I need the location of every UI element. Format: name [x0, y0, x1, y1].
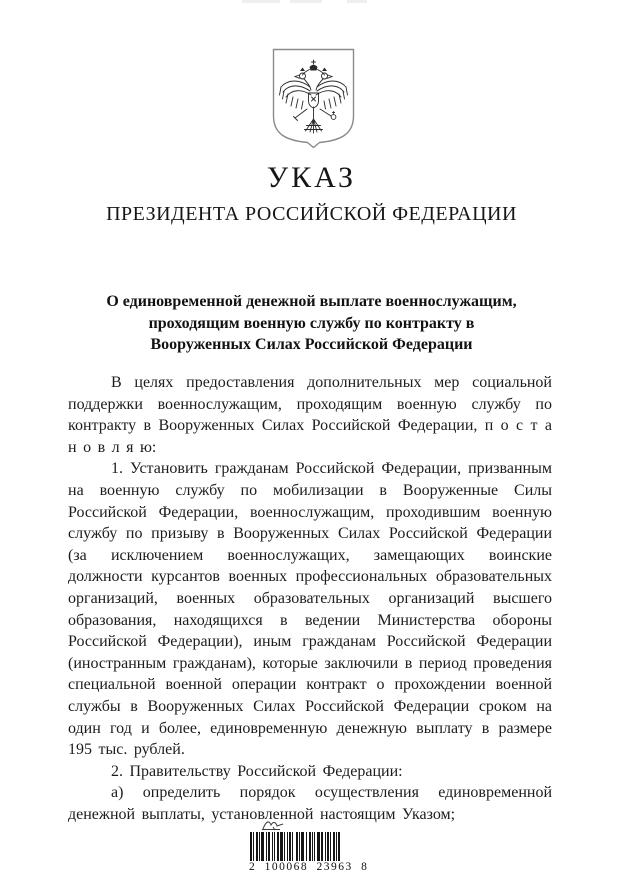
decree-subtitle: ПРЕЗИДЕНТА РОССИЙСКОЙ ФЕДЕРАЦИИ [106, 203, 517, 225]
body-paragraph-item-2: 2. Правительству Российской Федерации: [111, 762, 403, 780]
decree-body [68, 372, 552, 825]
decree-subject-heading [0, 291, 623, 356]
handwritten-mark [261, 818, 287, 832]
scan-edge-artifact [242, 0, 280, 3]
body-paragraph-item-1: 1. Установить гражданам Российской Федерации, призванным на военную службу по мобилизации в Вооруженные Силы Российской Федерации, военнослужащим, проходившим военную службу по призыву в Вооруженных Силах Российской Федерации (за исключением военнослужащих, замещающих воинские должности курсантов военных профессиональных образовательных организаций, военных образовательных организаций высшего образования, находящихся в ведении Министерства обороны Российской Федерации), иным гражданам Российской Федерации (иностранным гражданам), которые заключили в период проведения специальной военной операции контракт о прохождении военной службы в Вооруженных Силах Российской Федерации сроком на один год и более, единовременную денежную выплату в размере 195 тыс. рублей. [68, 460, 552, 759]
barcode [249, 832, 355, 862]
barcode-digits: 2 100068 23963 8 [249, 861, 369, 873]
decree-subject-line: О единовременной денежной выплате военнослужащим, [106, 293, 517, 310]
scan-edge-artifact [347, 0, 367, 3]
decree-title: УКАЗ [266, 161, 357, 194]
scan-edge-artifact [290, 0, 322, 3]
body-paragraph-preamble: В целях предоставления дополнительных мер социальной поддержки военнослужащим, проходящим военную службу по контракту в Вооруженных Силах Российской Федерации, п о с т а н о в л я ю: [68, 374, 552, 456]
decree-subject-line: проходящим военную службу по контракту в [148, 314, 475, 332]
decree-subject-line: Вооруженных Силах Российской Федерации [150, 336, 473, 353]
coat-of-arms-icon [272, 48, 355, 152]
body-paragraph-item-2a: а) определить порядок осуществления единовременной денежной выплаты, установленной настоящим Указом; [68, 784, 552, 823]
